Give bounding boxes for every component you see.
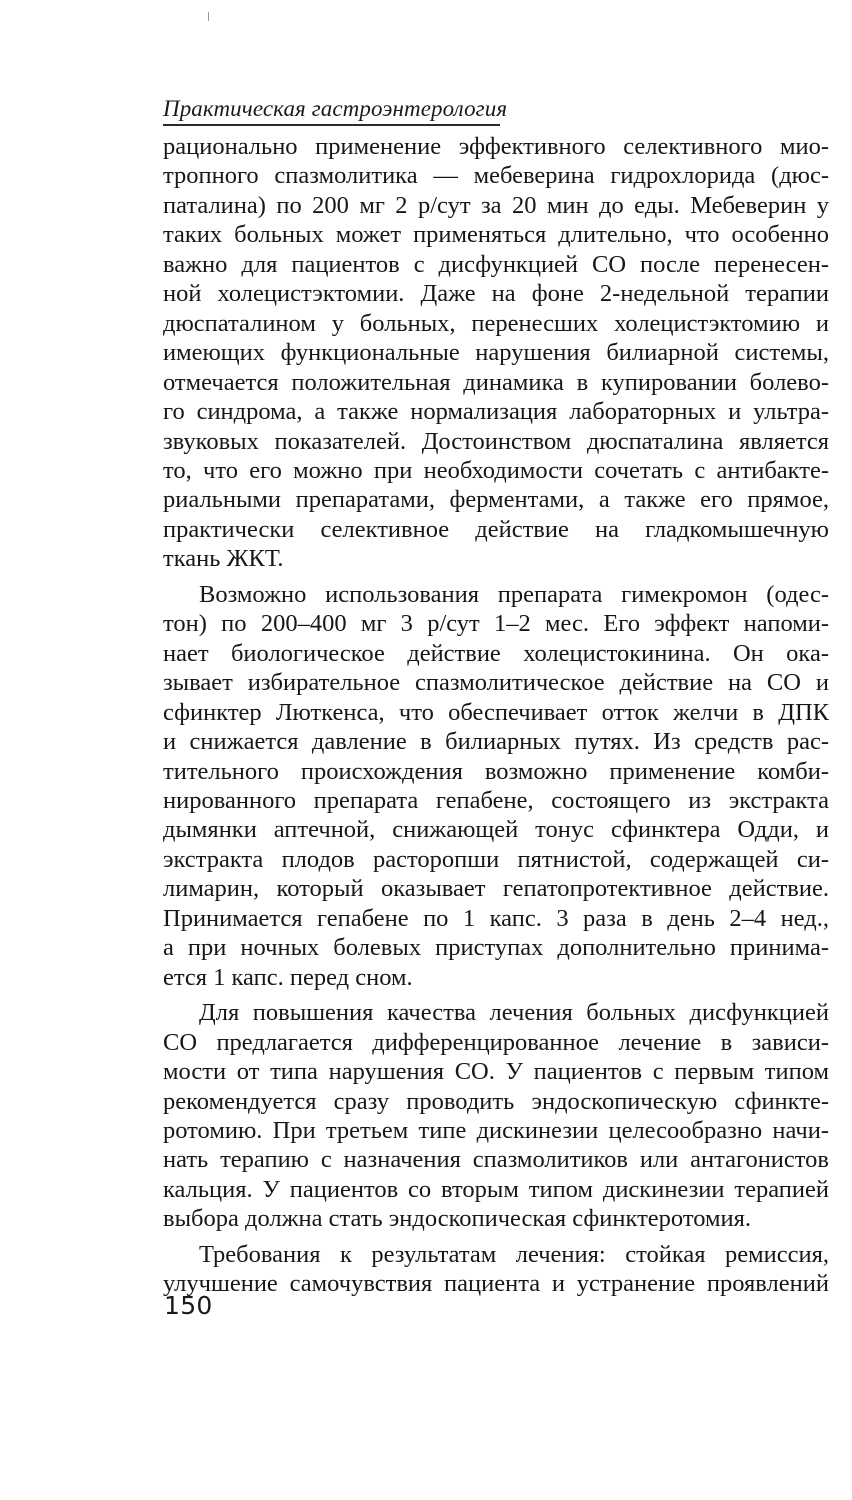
text-line: Возможно использования препарата гимекромон (одес- bbox=[199, 580, 829, 608]
text-line: ется 1 капс. перед сном. bbox=[163, 963, 413, 991]
text-line: дюспаталином у больных, перенесших холецистэктомию и bbox=[163, 309, 829, 337]
paragraph-1 bbox=[163, 132, 829, 574]
text-line: имеющих функциональные нарушения билиарной системы, bbox=[163, 339, 829, 367]
text-line: нированного препарата гепабене, состоящего из экстракта bbox=[163, 786, 829, 814]
text-line: паталина) по 200 мг 2 р/сут за 20 мин до еды. Мебеверин у bbox=[163, 191, 829, 219]
text-line: нает биологическое действие холецистокинина. Он ока- bbox=[163, 639, 829, 667]
text-line: риальными препаратами, ферментами, а также его прямое, bbox=[163, 486, 829, 514]
page-number: 150 bbox=[164, 1291, 213, 1320]
text-line: и снижается давление в билиарных путях. Из средств рас- bbox=[163, 728, 829, 756]
text-line: практически селективное действие на гладкомышечную bbox=[163, 515, 829, 543]
text-line: ротомию. При третьем типе дискинезии целесообразно начи- bbox=[163, 1116, 829, 1144]
text-line: а при ночных болевых приступах дополнительно принима- bbox=[163, 934, 829, 962]
text-line: СО предлагается дифференцированное лечение в зависи- bbox=[163, 1028, 829, 1056]
text-line: важно для пациентов с дисфункцией СО после перенесен- bbox=[163, 250, 829, 278]
text-line: мости от типа нарушения СО. У пациентов с первым типом bbox=[163, 1058, 829, 1086]
scan-mark bbox=[208, 12, 209, 21]
text-line: нать терапию с назначения спазмолитиков или антагонистов bbox=[163, 1146, 829, 1174]
paragraph-4 bbox=[163, 1240, 829, 1299]
text-line: отмечается положительная динамика в купировании болево- bbox=[163, 368, 829, 396]
text-line: тропного спазмолитика — мебеверина гидрохлорида (дюс- bbox=[163, 162, 829, 190]
text-line: кальция. У пациентов со вторым типом дискинезии терапией bbox=[163, 1175, 829, 1203]
text-line: ной холецистэктомии. Даже на фоне 2-недельной терапии bbox=[163, 280, 829, 308]
text-line: таких больных может применяться длительно, что особенно bbox=[163, 221, 829, 249]
running-head-rule bbox=[163, 124, 500, 126]
text-line: дымянки аптечной, снижающей тонус сфинктера Одди, и bbox=[163, 816, 829, 844]
paragraph-2 bbox=[163, 580, 829, 992]
text-line: то, что его можно при необходимости сочетать с антибакте- bbox=[163, 456, 829, 484]
text-line: Для повышения качества лечения больных дисфункцией bbox=[199, 999, 829, 1027]
text-line: ткань ЖКТ. bbox=[163, 545, 284, 573]
text-line: тон) по 200–400 мг 3 р/сут 1–2 мес. Его эффект напоми- bbox=[163, 610, 829, 638]
text-line: сфинктер Люткенса, что обеспечивает отток желчи в ДПК bbox=[163, 698, 829, 726]
text-line: рекомендуется сразу проводить эндоскопическую сфинкте- bbox=[163, 1087, 829, 1115]
text-line: экстракта плодов расторопши пятнистой, содержащей си- bbox=[163, 845, 829, 873]
text-line: Принимается гепабене по 1 капс. 3 раза в день 2–4 нед., bbox=[163, 904, 829, 932]
text-line: улучшение самочувствия пациента и устранение проявлений bbox=[163, 1270, 829, 1298]
text-line: рационально применение эффективного селективного мио- bbox=[163, 133, 829, 160]
text-line: тительного происхождения возможно применение комби- bbox=[163, 757, 829, 785]
text-line: выбора должна стать эндоскопическая сфинктеротомия. bbox=[163, 1205, 751, 1233]
body-text bbox=[163, 132, 829, 1299]
text-line: звуковых показателей. Достоинством дюспаталина является bbox=[163, 427, 829, 455]
text-line: лимарин, который оказывает гепатопротективное действие. bbox=[163, 875, 829, 903]
text-line: го синдрома, а также нормализация лабораторных и ультра- bbox=[163, 398, 829, 426]
text-line: зывает избирательное спазмолитическое действие на СО и bbox=[163, 669, 829, 697]
paragraph-3 bbox=[163, 998, 829, 1234]
running-head: Практическая гастроэнтерология bbox=[163, 96, 508, 121]
text-line: Требования к результатам лечения: стойкая ремиссия, bbox=[199, 1240, 829, 1268]
